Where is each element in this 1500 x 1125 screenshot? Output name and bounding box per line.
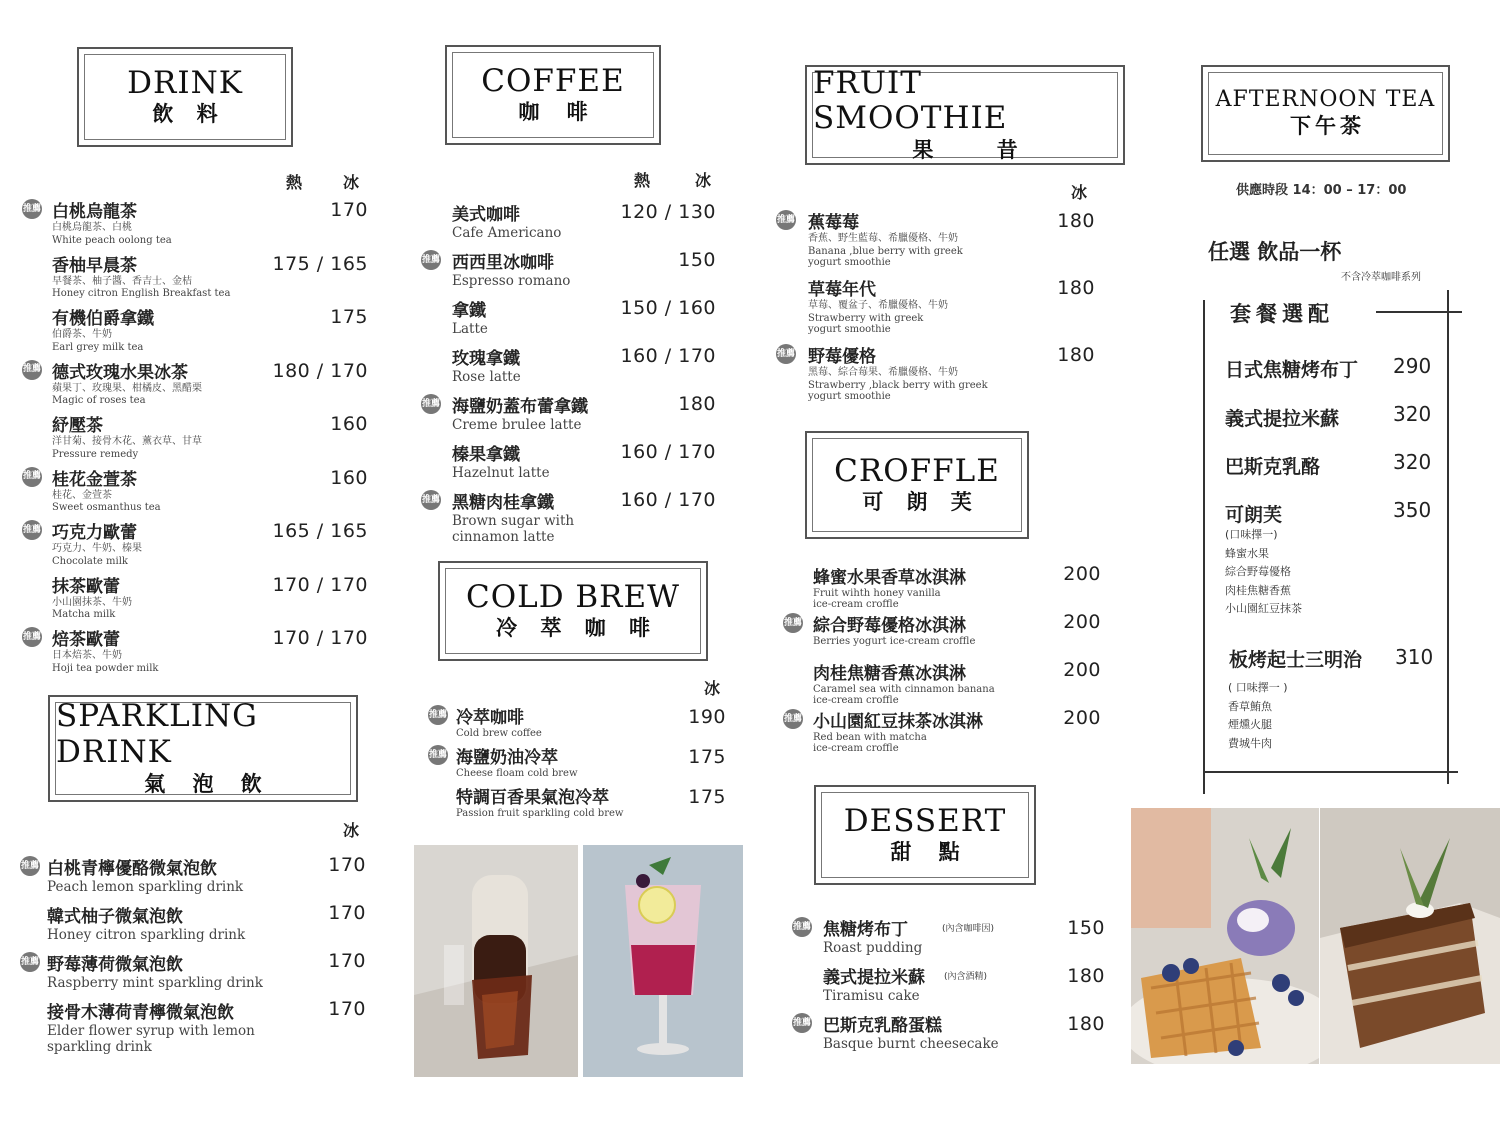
menu-item-name: 桂花金萱茶 [52,469,137,490]
coffee-title-box [445,45,661,145]
dessert-title-zh: 甜 點 [890,840,970,865]
afternoon-tea-title-en: AFTERNOON TEA [1215,87,1436,113]
menu-item [52,358,202,407]
menu-item [452,296,488,337]
menu-item [452,392,588,433]
menu-item-price: 170 [328,854,366,876]
set-box-left-border [1203,300,1205,794]
menu-item [823,963,925,1004]
menu-item-name: 巴斯克乳酪蛋糕 [823,1016,942,1036]
menu-item-name: 拿鐵 [452,301,486,321]
menu-item-english-name: Rose latte [452,369,521,385]
recommend-badge-icon: 推薦 [22,360,42,380]
menu-item [456,743,578,779]
menu-item-english-name: cinnamon latte [452,529,555,546]
menu-item [808,342,988,402]
menu-item-english-name: Espresso romano [452,273,571,289]
sandwich-flavor-options: ( 口味擇一 ) 香草鮪魚 煙燻火腿 費城牛肉 [1228,681,1288,750]
menu-item [452,440,550,481]
menu-item-price: 200 [1063,707,1101,729]
set-item-price: 310 [1395,645,1434,669]
menu-item-price: 160 [330,413,368,435]
recommend-badge-icon: 推薦 [22,467,42,487]
menu-item-ingredients: 日本焙茶、牛奶 [52,650,122,661]
menu-item-english-name: ice-cream croffle [813,743,899,754]
menu-item [813,611,975,647]
menu-item [47,998,255,1055]
menu-item-english-name: Banana ,blue berry with greek [808,245,963,257]
menu-item-english-name: ice-cream croffle [813,599,899,610]
menu-item [47,854,243,895]
menu-item-ingredients: 早餐茶、柚子醬、香吉士、金桔 [52,275,192,287]
menu-item [823,915,922,956]
menu-item-price: 150 / 160 [620,297,716,319]
menu-item-english-name: Earl grey milk tea [52,341,144,353]
recommend-badge-icon: 推薦 [20,952,40,972]
menu-item-price: 160 / 170 [620,345,716,367]
menu-item [47,950,263,991]
menu-item-price: 160 / 170 [620,441,716,463]
menu-item-price: 180 [678,393,716,415]
menu-item-english-name: Tiramisu cake [823,988,920,1004]
menu-item-english-name: Cold brew coffee [456,728,542,739]
menu-item-price: 200 [1063,611,1101,633]
sparkling-title-en: SPARKLING DRINK [56,698,258,770]
menu-item-name: 西西里冰咖啡 [452,253,554,273]
cold-brew-glass-photo [414,845,578,1077]
menu-item-english-name: Strawberry ,black berry with greek [808,379,988,391]
menu-item [52,518,142,567]
menu-item-name: 野莓薄荷微氣泡飲 [47,955,183,975]
menu-item-price: 190 [688,706,726,728]
menu-item-english-name: Chocolate milk [52,555,128,567]
afternoon-tea-exclude: 不含冷萃咖啡系列 [1341,272,1421,283]
dessert-title-box [814,785,1036,885]
menu-item-name: 榛果拿鐵 [452,445,520,465]
menu-item-english-name: Honey citron sparkling drink [47,927,246,943]
drink-title-zh: 飲 料 [152,102,226,127]
menu-item [52,411,202,460]
menu-item-price: 175 [688,746,726,768]
coffee-hot-header: 熱 [634,171,651,190]
menu-item-price: 170 [328,902,366,924]
menu-item-price: 175 [688,786,726,808]
menu-item-name: 蜂蜜水果香草冰淇淋 [813,568,966,588]
menu-item-price: 180 [1067,965,1105,987]
dessert-title-en: DESSERT [843,802,1007,839]
menu-item [456,703,542,739]
menu-item-ingredients: 洋甘菊、接骨木花、薰衣草、甘草 [52,436,202,447]
menu-item [452,248,570,289]
croffle-title-en: CROFFLE [834,452,1000,489]
drink-hot-header: 熱 [286,173,303,192]
set-box-right-border [1447,290,1449,784]
set-item-price: 350 [1393,498,1432,522]
menu-item-english-name: Strawberry with greek [808,312,924,324]
coffee-title-zh: 咖 啡 [518,100,598,125]
recommend-badge-icon: 推薦 [776,344,796,364]
afternoon-tea-hours: 供應時段 14：00 – 17：00 [1236,183,1407,198]
menu-item-name: 黑糖肉桂拿鐵 [452,493,554,513]
recommend-badge-icon: 推薦 [792,1013,812,1033]
menu-item-english-name: Cafe Americano [452,225,562,241]
recommend-badge-icon: 推薦 [20,856,40,876]
menu-item-ingredients: 白桃烏龍茶、白桃 [52,222,132,233]
menu-item-price: 170 / 170 [272,627,368,649]
menu-item-name: 草莓年代 [808,280,876,300]
menu-item-price: 180 [1067,1013,1105,1035]
set-item-name: 日式焦糖烤布丁 [1225,359,1359,381]
menu-item-english-name: Passion fruit sparkling cold brew [456,808,624,819]
menu-item [52,197,172,246]
menu-item-ingredients: 桂花、金萱茶 [52,489,112,501]
menu-item-english-name: Basque burnt cheesecake [823,1036,999,1052]
menu-item-name: 香柚早晨茶 [52,255,137,276]
menu-item-english-name: Elder flower syrup with lemon [47,1023,255,1039]
menu-item [813,707,983,754]
menu-item [452,488,574,545]
menu-item-name: 德式玫瑰水果冰茶 [52,362,188,383]
menu-item-ingredients: 草莓、覆盆子、希臘優格、牛奶 [808,300,948,311]
menu-item-price: 150 [1067,917,1105,939]
recommend-badge-icon: 推薦 [22,520,42,540]
menu-item-name: 野莓優格 [808,347,876,367]
menu-item-english-name: White peach oolong tea [52,234,172,246]
drink-ice-header: 冰 [343,173,360,192]
coldbrew-title-zh: 冷 萃 咖 啡 [496,616,658,641]
smoothie-ice-header: 冰 [1071,183,1088,202]
menu-item-english-name: Matcha milk [52,609,116,620]
menu-item-name: 巧克力歐蕾 [52,523,137,543]
menu-item-name: 白桃烏龍茶 [52,202,137,222]
menu-item-english-name: yogurt smoothie [808,323,891,335]
menu-item [452,200,561,241]
menu-item [52,572,132,621]
menu-item [52,625,159,674]
menu-item-ingredients: 香蕉、野生藍莓、希臘優格、牛奶 [808,233,958,244]
menu-item-ingredients: 伯爵茶、牛奶 [52,329,112,340]
menu-item [456,783,623,819]
menu-item-price: 200 [1063,659,1101,681]
menu-item-price: 180 [1057,210,1095,232]
menu-item-english-name: Pressure remedy [52,448,139,460]
menu-item-name: 冷萃咖啡 [456,708,524,728]
menu-item-name: 接骨木薄荷青檸微氣泡飲 [47,1003,234,1023]
menu-item [52,251,230,300]
afternoon-tea-choose: 任選 飲品一杯 [1208,240,1342,264]
menu-item-name: 海鹽奶蓋布蕾拿鐵 [452,397,588,417]
set-box-bottom-rule [1203,771,1458,773]
recommend-badge-icon: 推薦 [421,250,441,270]
croffle-dessert-photo [1131,808,1319,1064]
menu-item-ingredients: 黑莓、綜合莓果、希臘優格、牛奶 [808,367,958,378]
menu-item-price: 165 / 165 [272,520,368,542]
menu-item-english-name: Hazelnut latte [452,465,550,481]
menu-item [813,659,995,706]
menu-item-english-name: Magic of roses tea [52,395,146,406]
coffee-ice-header: 冰 [695,171,712,190]
recommend-badge-icon: 推薦 [428,745,448,765]
menu-item-english-name: Honey citron English Breakfast tea [52,288,231,299]
croffle-title-box [805,431,1029,539]
set-box-top-rule [1376,311,1462,313]
menu-item-price: 170 / 170 [272,573,368,596]
menu-item-english-name: Hoji tea powder milk [52,662,159,674]
set-item-name: 義式提拉米蘇 [1225,408,1340,430]
menu-item-name: 美式咖啡 [452,205,520,225]
menu-item-name: 海鹽奶油冷萃 [456,748,558,768]
menu-item-english-name: Caramel sea with cinnamon banana [813,684,995,695]
recommend-badge-icon: 推薦 [792,917,812,937]
menu-item-price: 175 [330,306,368,328]
recommend-badge-icon: 推薦 [22,199,42,219]
menu-item-name: 肉桂焦糖香蕉冰淇淋 [813,664,966,684]
menu-item-english-name: Latte [452,321,488,337]
menu-item-english-name: yogurt smoothie [808,256,891,268]
menu-item-ingredients: 小山園抹茶、牛奶 [52,596,132,608]
menu-item-ingredients: 蘋果丁、玫瑰果、柑橘皮、黑醋栗 [52,382,202,394]
menu-item-price: 160 [330,466,368,489]
coldbrew-title-en: COLD BREW [465,578,681,615]
menu-item-english-name: sparkling drink [47,1039,152,1056]
menu-item [808,275,948,335]
menu-item-name: 綜合野莓優格冰淇淋 [813,616,966,636]
menu-item-price: 180 [1057,277,1095,299]
menu-item-english-name: yogurt smoothie [808,390,891,402]
afternoon-tea-title-box [1201,65,1450,162]
smoothie-title-box [805,65,1125,165]
menu-item-price: 170 [330,199,368,221]
set-item-name: 巴斯克乳酪 [1225,456,1321,478]
sparkling-title-box [48,695,358,802]
afternoon-tea-title-zh: 下午茶 [1290,113,1365,138]
set-item-name: 板烤起士三明治 [1229,649,1363,671]
menu-item [47,902,245,943]
menu-item-english-name: Creme brulee latte [452,417,582,433]
menu-item-price: 175 / 165 [272,252,368,275]
menu-item-price: 180 [1057,344,1095,366]
menu-item-english-name: Peach lemon sparkling drink [47,879,244,895]
recommend-badge-icon: 推薦 [421,394,441,414]
menu-item-english-name: Cheese floam cold brew [456,768,578,779]
menu-item-english-name: Brown sugar with [452,513,575,529]
menu-item-english-name: Sweet osmanthus tea [52,502,161,513]
menu-item-name: 韓式柚子微氣泡飲 [47,907,183,927]
recommend-badge-icon: 推薦 [421,490,441,510]
set-item-price: 320 [1393,402,1432,426]
menu-item-name: 紓壓茶 [52,416,103,436]
menu-item-price: 180 / 170 [272,359,368,382]
menu-item-note: (內含咖啡因) [942,924,995,934]
menu-item-name: 焙茶歐蕾 [52,630,120,650]
croffle-flavor-options: (口味擇一) 蜂蜜水果 綜合野莓優格 肉桂焦糖香蕉 小山園紅豆抹茶 [1225,528,1302,615]
menu-item-english-name: ice-cream croffle [813,695,899,706]
menu-item-name: 玫瑰拿鐵 [452,349,520,369]
menu-item-english-name: Fruit wihth honey vanilla [813,588,941,599]
menu-item [452,344,521,385]
menu-item-price: 170 [328,950,366,972]
croffle-title-zh: 可 朗 芙 [862,490,980,515]
menu-item-name: 蕉莓莓 [808,213,859,233]
smoothie-title-en: FRUIT SMOOTHIE [813,64,1008,137]
set-item-price: 320 [1393,450,1432,474]
sparkling-drink-photo [583,845,743,1077]
coldbrew-ice-header: 冰 [704,679,721,698]
menu-item [813,563,966,610]
tiramisu-photo [1320,808,1500,1064]
coffee-title-en: COFFEE [481,62,625,99]
sparkling-title-zh: 氣 泡 飲 [144,771,272,796]
menu-item-name: 抹茶歐蕾 [52,576,120,597]
menu-item-price: 150 [678,249,716,271]
menu-item [823,1011,999,1052]
menu-item-name: 特調百香果氣泡冷萃 [456,788,609,808]
drink-title-box [77,47,293,147]
menu-item-name: 義式提拉米蘇 [823,968,925,988]
menu-item-price: 170 [328,998,366,1020]
recommend-badge-icon: 推薦 [22,627,42,647]
coldbrew-title-box [438,561,708,661]
menu-item-price: 120 / 130 [620,201,716,223]
sparkling-ice-header: 冰 [343,821,360,840]
menu-item-price: 200 [1063,563,1101,585]
menu-item-name: 焦糖烤布丁 [823,920,908,940]
smoothie-title-zh: 果 昔 [912,138,1046,162]
menu-item [52,465,161,514]
menu-item-english-name: Red bean with matcha [813,732,927,743]
menu-item [808,208,963,268]
menu-item-english-name: Roast pudding [823,940,923,956]
menu-item-price: 160 / 170 [620,489,716,511]
set-title: 套餐選配 [1230,302,1334,326]
menu-item-name: 有機伯爵拿鐵 [52,309,154,329]
recommend-badge-icon: 推薦 [783,613,803,633]
menu-item-name: 白桃青檸優酪微氣泡飲 [47,859,217,879]
menu-item-english-name: Raspberry mint sparkling drink [47,975,263,991]
drink-title-en: DRINK [127,64,243,101]
recommend-badge-icon: 推薦 [428,705,448,725]
recommend-badge-icon: 推薦 [776,210,796,230]
menu-item-ingredients: 巧克力、牛奶、榛果 [52,543,142,554]
recommend-badge-icon: 推薦 [783,709,803,729]
menu-item [52,304,154,353]
menu-item-english-name: Berries yogurt ice-cream croffle [813,636,976,647]
set-item-name: 可朗芙 [1225,504,1283,526]
menu-item-name: 小山園紅豆抹茶冰淇淋 [813,712,983,732]
menu-item-note: (內含酒精) [944,972,988,982]
set-item-price: 290 [1393,354,1432,378]
